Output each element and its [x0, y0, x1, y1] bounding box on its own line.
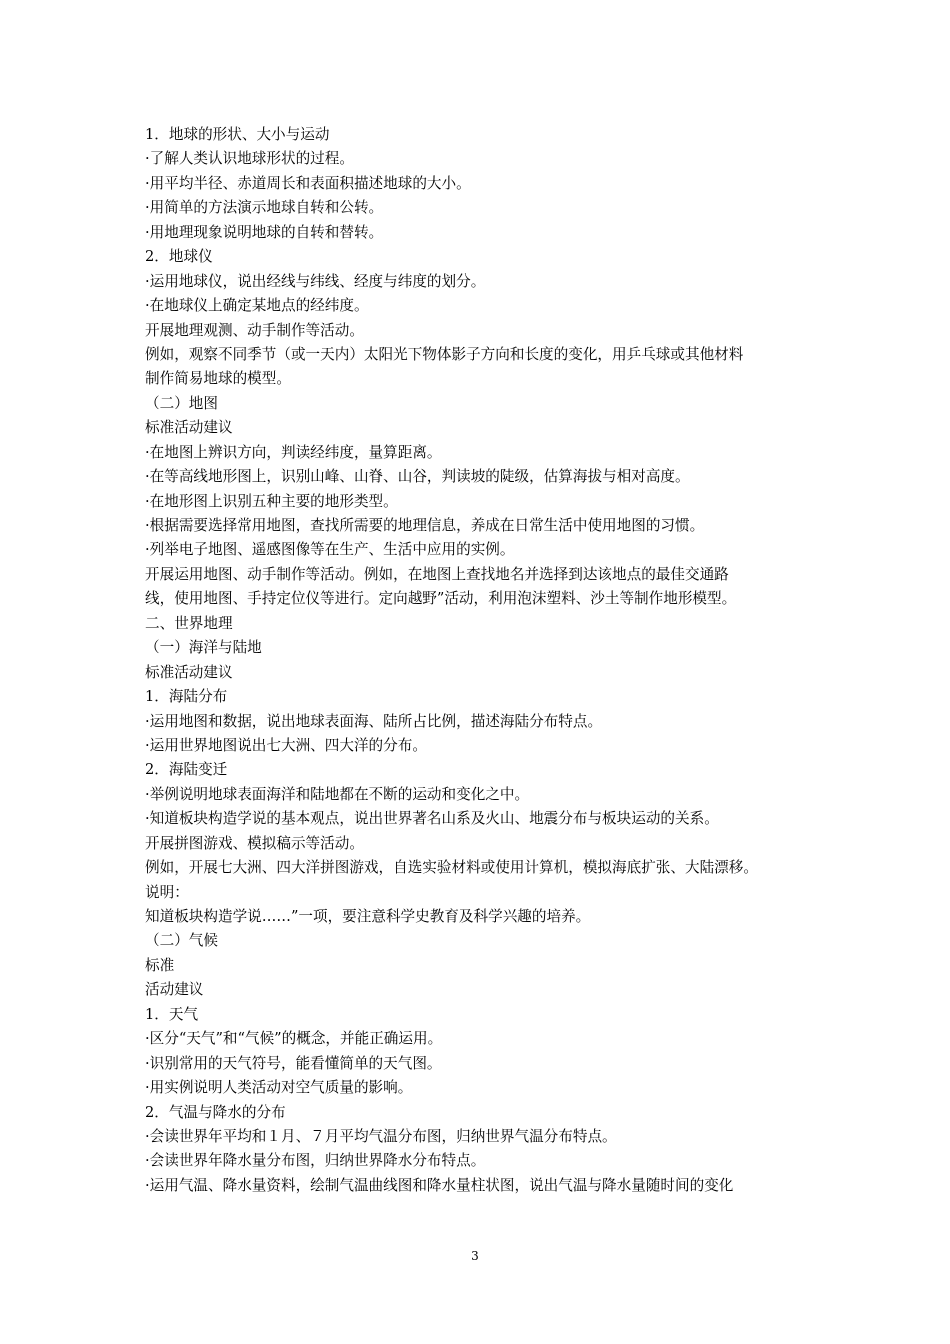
- text-line: 2．地球仪: [145, 248, 213, 266]
- text-line: 线，使用地图、手持定位仪等进行。定向越野”活动，利用泡沫塑料、沙土等制作地形模型。: [145, 590, 737, 608]
- text-line: （二）地图: [145, 394, 218, 412]
- text-line: 2．海陆变迁: [145, 761, 228, 779]
- text-line: ·会读世界年平均和１月、７月平均气温分布图，归纳世界气温分布特点。: [145, 1127, 617, 1145]
- text-line: 开展拼图游戏、模拟稿示等活动。: [145, 834, 364, 852]
- text-line: ·运用地图和数据，说出地球表面海、陆所占比例，描述海陆分布特点。: [145, 712, 603, 730]
- text-line: ·在地形图上识别五种主要的地形类型。: [145, 492, 398, 510]
- text-line: ·根据需要选择常用地图，查找所需要的地理信息，养成在日常生活中使用地图的习惯。: [145, 517, 705, 534]
- text-line: （一）海洋与陆地: [145, 639, 262, 657]
- text-line: 1．地球的形状、大小与运动: [145, 126, 330, 143]
- text-line: ·知道板块构造学说的基本观点，说出世界著名山系及火山、地震分布与板块运动的关系。: [145, 810, 719, 828]
- text-line: 说明：: [145, 883, 189, 901]
- text-line: 1．海陆分布: [145, 688, 228, 706]
- text-line: 二、世界地理: [145, 614, 233, 632]
- text-line: ·用平均半径、赤道周长和表面积描述地球的大小。: [145, 174, 471, 192]
- text-line: （二）气候: [145, 932, 218, 950]
- text-line: ·识别常用的天气符号，能看懂简单的天气图。: [145, 1054, 442, 1072]
- text-line: 标准活动建议: [145, 419, 233, 437]
- text-line: 例如，观察不同季节（或一天内）太阳光下物体影子方向和长度的变化，用乒乓球或其他材料: [145, 345, 744, 363]
- document-body: [145, 123, 813, 1198]
- page-number: 3: [471, 1249, 479, 1263]
- text-line: 标准: [145, 956, 175, 974]
- text-line: ·运用地球仪，说出经线与纬线、经度与纬度的划分。: [145, 272, 486, 290]
- text-line: 活动建议: [145, 981, 204, 999]
- text-line: ·运用世界地图说出七大洲、四大洋的分布。: [145, 736, 427, 754]
- text-line: ·用地理现象说明地球的自转和替转。: [145, 223, 384, 241]
- text-line: ·在等高线地形图上，识别山峰、山脊、山谷，判读坡的陡级，估算海拔与相对高度。: [145, 468, 690, 486]
- text-line: 制作简易地球的模型。: [145, 370, 291, 388]
- text-line: ·区分“天气”和“气候”的概念，并能正确运用。: [145, 1030, 443, 1048]
- text-line: ·运用气温、降水量资料，绘制气温曲线图和降水量柱状图，说出气温与降水量随时间的变化: [145, 1176, 734, 1194]
- text-line: 1．天气: [145, 1005, 199, 1023]
- text-line: ·举例说明地球表面海洋和陆地都在不断的运动和变化之中。: [145, 785, 530, 803]
- text-line: ·了解人类认识地球形状的过程。: [145, 150, 354, 168]
- text-line: 开展地理观测、动手制作等活动。: [145, 321, 364, 339]
- text-line: ·用简单的方法演示地球自转和公转。: [145, 199, 384, 217]
- text-line: 例如，开展七大洲、四大洋拼图游戏，自选实验材料或使用计算机，模拟海底扩张、大陆漂移。: [145, 859, 758, 877]
- text-line: ·在地图上辨识方向，判读经纬度，量算距离。: [145, 443, 442, 461]
- text-line: ·列举电子地图、遥感图像等在生产、生活中应用的实例。: [145, 541, 515, 559]
- text-line: 知道板块构造学说……”一项，要注意科学史教育及科学兴趣的培养。: [145, 908, 591, 925]
- text-line: ·在地球仪上确定某地点的经纬度。: [145, 297, 369, 315]
- text-line: 开展运用地图、动手制作等活动。例如，在地图上查找地名并选择到达该地点的最佳交通路: [145, 565, 729, 583]
- text-line: ·会读世界年降水量分布图，归纳世界降水分布特点。: [145, 1152, 486, 1170]
- text-line: 2．气温与降水的分布: [145, 1103, 286, 1121]
- text-line: ·用实例说明人类活动对空气质量的影响。: [145, 1079, 413, 1097]
- text-line: 标准活动建议: [145, 663, 233, 681]
